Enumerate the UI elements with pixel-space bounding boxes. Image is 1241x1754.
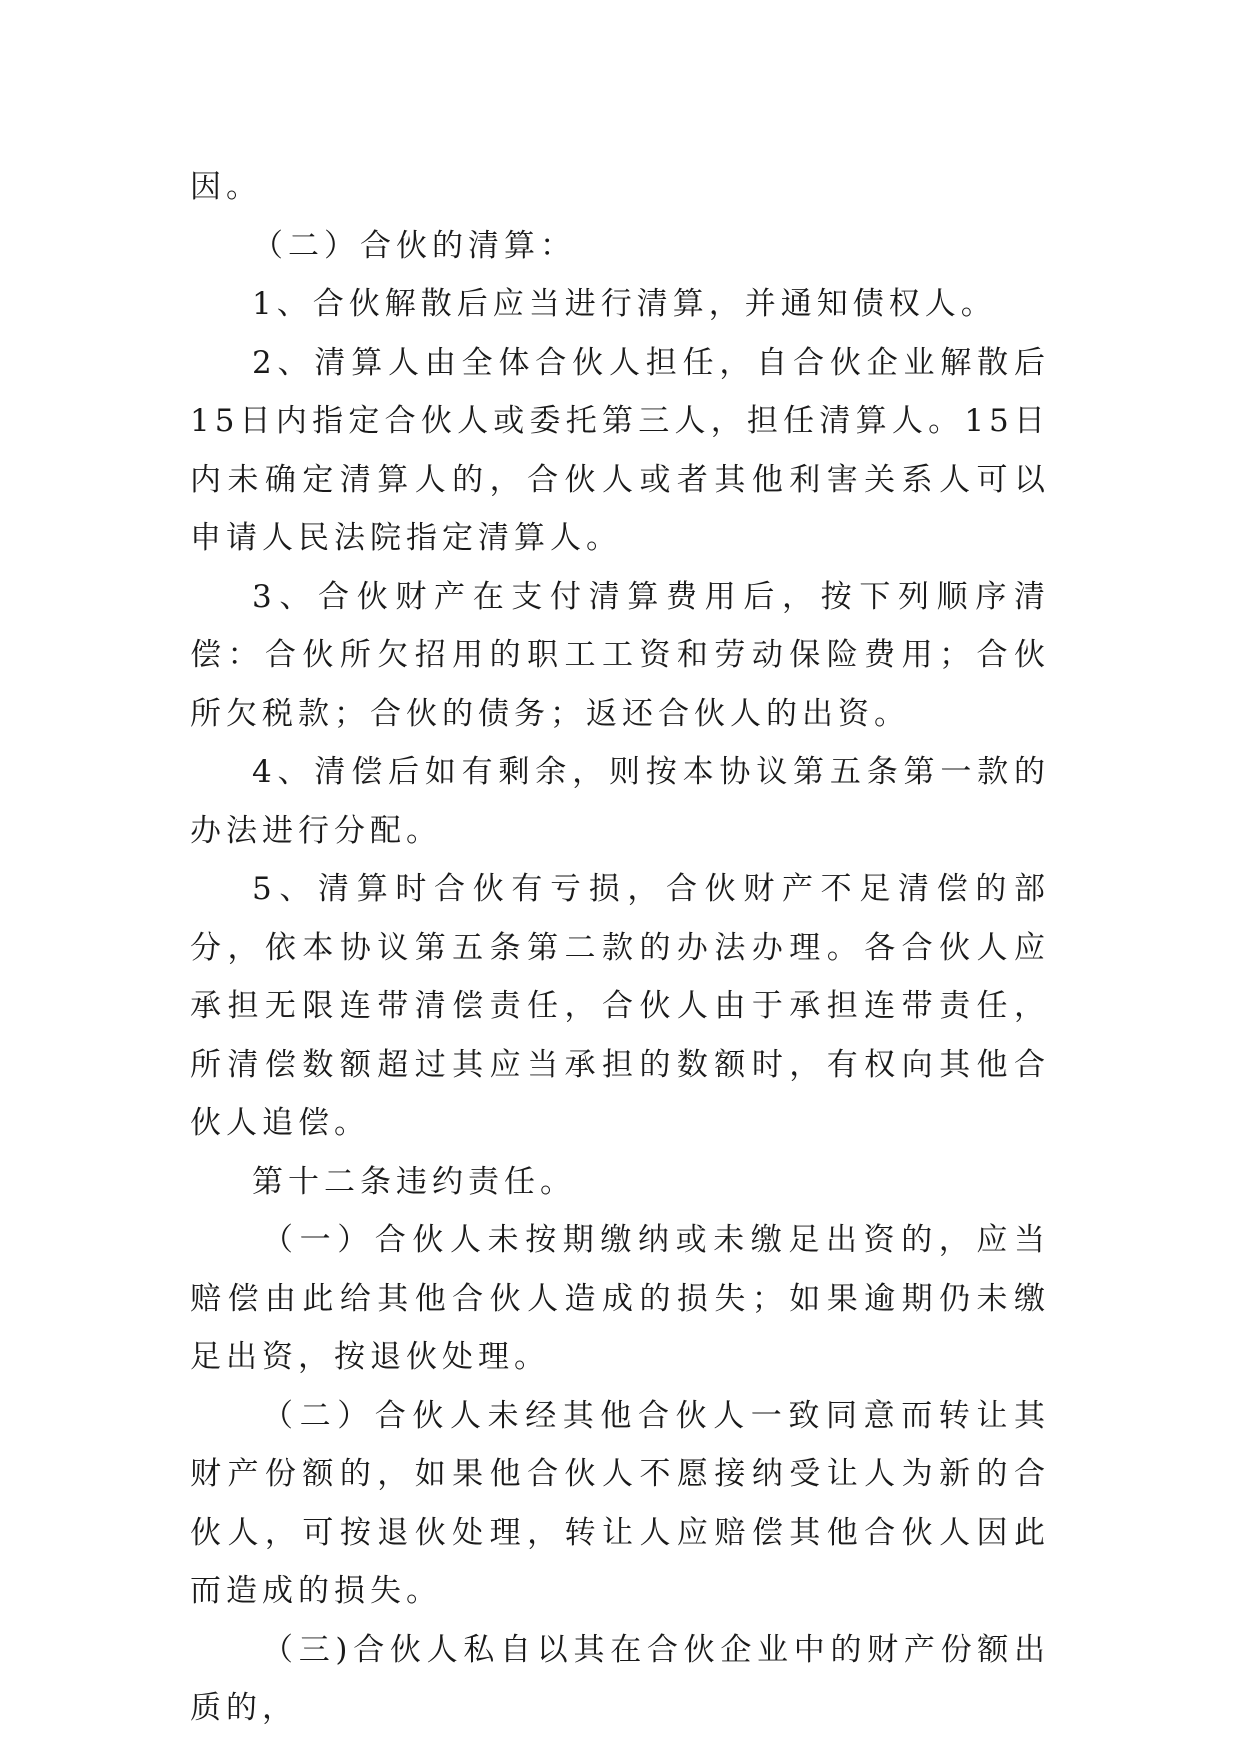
paragraph-item-3: 3、合伙财产在支付清算费用后，按下列顺序清偿：合伙所欠招用的职工工资和劳动保险费用；合伙所欠税款；合伙的债务；返还合伙人的出资。 (190, 578, 1050, 732)
paragraph-continuation: 因。 (190, 169, 262, 205)
paragraph-item-2: 2、清算人由全体合伙人担任，自合伙企业解散后15日内指定合伙人或委托第三人，担任清算人。15日内未确定清算人的，合伙人或者其他利害关系人可以申请人民法院指定清算人。 (190, 344, 1050, 556)
document-body (190, 158, 1050, 1738)
paragraph-clause-2: （二）合伙人未经其他合伙人一致同意而转让其财产份额的，如果他合伙人不愿接纳受让人为新的合伙人，可按退伙处理，转让人应赔偿其他合伙人因此而造成的损失。 (190, 1397, 1050, 1609)
paragraph-article-heading: 第十二条违约责任。 (252, 1163, 576, 1200)
paragraph-clause-3: （三)合伙人私自以其在合伙企业中的财产份额出质的， (190, 1631, 1050, 1726)
paragraph-item-1: 1、合伙解散后应当进行清算，并通知债权人。 (252, 286, 997, 322)
paragraph-clause-1: （一）合伙人未按期缴纳或未缴足出资的，应当赔偿由此给其他合伙人造成的损失；如果逾期仍未缴足出资，按退伙处理。 (190, 1222, 1050, 1375)
paragraph-section-heading: （二）合伙的清算： (252, 227, 576, 264)
paragraph-item-4: 4、清偿后如有剩余，则按本协议第五条第一款的办法进行分配。 (190, 754, 1050, 849)
paragraph-item-5: 5、清算时合伙有亏损，合伙财产不足清偿的部分，依本协议第五条第二款的办法办理。各合伙人应承担无限连带清偿责任，合伙人由于承担连带责任，所清偿数额超过其应当承担的数额时，有权向其他合伙人追偿。 (190, 871, 1050, 1141)
